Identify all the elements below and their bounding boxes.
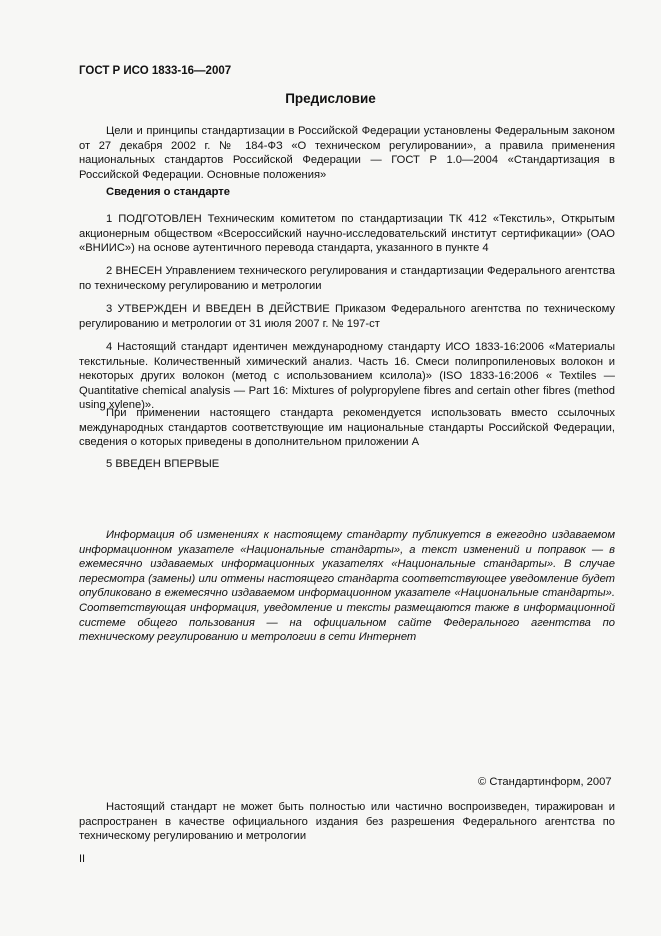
page-number: II — [79, 853, 86, 865]
copyright-line: © Стандартинформ, 2007 — [478, 776, 612, 788]
document-code-header: ГОСТ Р ИСО 1833-16—2007 — [79, 65, 232, 77]
reference-note-paragraph: При применении настоящего стандарта рекомендуется использовать вместо ссылочных международных стандартов соответствующие им национальные стандарты Российской Федерации, сведения о которых приведены в дополнительном приложении А — [79, 407, 615, 449]
page-title: Предисловие — [285, 91, 376, 106]
section-heading: Сведения о стандарте — [106, 186, 230, 198]
item-3-paragraph: 3 УТВЕРЖДЕН И ВВЕДЕН В ДЕЙСТВИЕ Приказом Федерального агентства по техническому регулированию и метрологии от 31 июля 2007 г. № 197-ст — [79, 303, 615, 330]
reproduction-notice: Настоящий стандарт не может быть полностью или частично воспроизведен, тиражирован и распространен в качестве официального издания без разрешения Федерального агентства по техническому регулированию и метрологии — [79, 801, 615, 843]
change-notice-paragraph: Информация об изменениях к настоящему стандарту публикуется в ежегодно издаваемом информационном указателе «Национальные стандарты», а текст изменений и поправок — в ежемесячно издаваемых информационных указателях «Национальные стандарты». В случае пересмотра (замены) или отмены настоящего стандарта соответствующее уведомление будет опубликовано в ежемесячно издаваемом информационном указателе «Национальные стандарты». Соответствующая информация, уведомление и тексты размещаются также в информационной системе общего пользования — на официальном сайте Федерального агентства по техническому регулированию и метрологии в сети Интернет — [79, 529, 615, 644]
item-2-paragraph: 2 ВНЕСЕН Управлением технического регулирования и стандартизации Федерального агентства по техническому регулированию и метрологии — [79, 265, 615, 292]
item-1-paragraph: 1 ПОДГОТОВЛЕН Техническим комитетом по стандартизации ТК 412 «Текстиль», Открытым акционерным обществом «Всероссийский научно-исследовательский институт сертификации» (ОАО «ВНИИС») на основе аутентичного перевода стандарта, указанного в пункте 4 — [79, 213, 615, 255]
item-5-paragraph: 5 ВВЕДЕН ВПЕРВЫЕ — [106, 458, 220, 470]
intro-paragraph: Цели и принципы стандартизации в Российской Федерации установлены Федеральным законом от 27 декабря 2002 г. № 184-ФЗ «О техническом регулировании», а правила применения национальных стандартов Российской Федерации — ГОСТ Р 1.0—2004 «Стандартизация в Российской Федерации. Основные положения» — [79, 125, 615, 181]
item-4-paragraph: 4 Настоящий стандарт идентичен международному стандарту ИСО 1833-16:2006 «Материалы текстильные. Количественный химический анализ. Часть 16. Смеси полипропиленовых волокон и некоторых других волокон (метод с использованием ксилола)» (ISO 1833-16:2006 « Textiles — Quantitative chemical analysis — Part 16: Mixtures of polypropylene fibres and certain other fibres (method using xylene)». — [79, 341, 615, 412]
